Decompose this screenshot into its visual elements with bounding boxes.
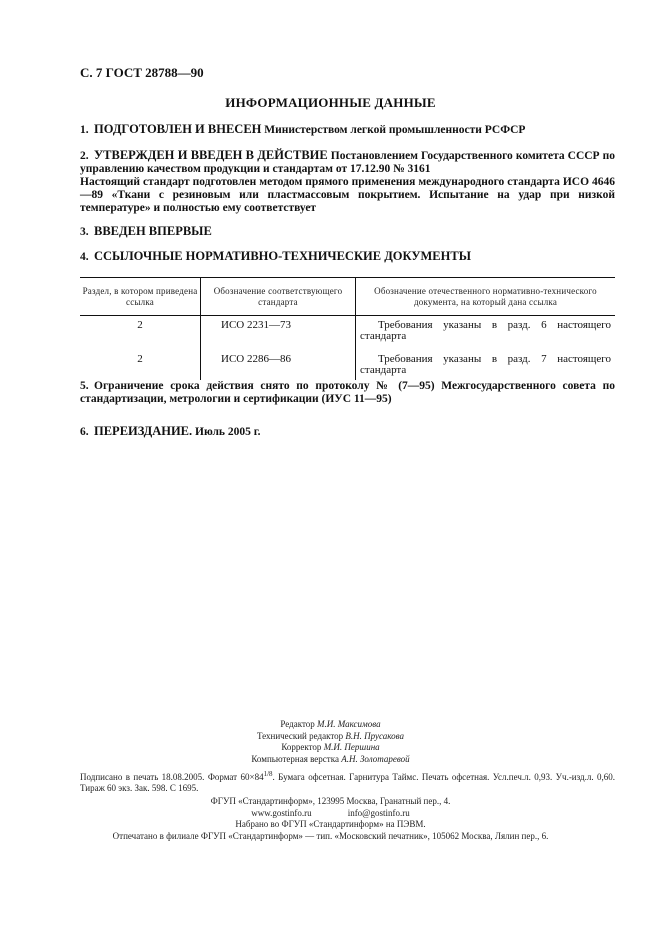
layout-name: А.Н. Золотаревой [341,753,410,764]
item-1 [80,123,615,137]
cell-section: 2 [137,353,143,365]
layout-line: Компьютерная верстка А.Н. Золотаревой [251,753,410,764]
column-header-section: Раздел, в котором приведена ссылка [80,278,201,316]
item-number: 3. [80,226,89,238]
item-text-continued: Настоящий стандарт подготовлен методом прямого применения международного стандарта ИСО 4646—89 «Ткани с резиновым или пластмассовым покрытием. Испытание на удар при низкой температуре» и полностью ему соответствует [80,176,615,214]
item-number: 2. [80,150,89,162]
page-header: С. 7 ГОСТ 28788—90 [80,65,204,80]
item-lead: ССЫЛОЧНЫЕ НОРМАТИВНО-ТЕХНИЧЕСКИЕ ДОКУМЕНТЫ [94,249,471,263]
column-header-standard: Обозначение соответствующего стандарта [201,278,356,316]
editor-line: Редактор М.И. Максимова [280,719,381,729]
publisher-block [0,796,661,842]
item-6 [80,425,615,439]
column-header-document: Обозначение отечественного нормативно-технического документа, на который дана ссылка [356,278,616,316]
editorial-credits [0,719,661,765]
item-lead: ВВЕДЕН ВПЕРВЫЕ [94,224,212,238]
print-details: Подписано в печать 18.08.2005. Формат $60\times 84^{1/8}$. Бумага офсетная. Гарнитура Таймс. Печать офсетная. Усл.печ.л. 0,93. Уч.-изд.л. 0,60. Тираж 60 экз. Зак. 598. С 1695. [80,770,615,793]
item-2 [80,149,615,215]
item-lead: ПОДГОТОВЛЕН И ВНЕСЕН [94,122,262,136]
cell-note: Требования указаны в разд. 6 настоящего стандарта [356,316,616,353]
table-row [80,316,615,353]
item-5 [80,380,615,406]
corrector-line: Корректор М.И. Першина [281,742,380,752]
item-4 [80,250,615,264]
printed-note: Отпечатано в филиале ФГУП «Стандартинформ» — тип. «Московский печатник», 105062 Москва, Лялин пер., 6. [112,830,549,841]
website-link[interactable]: www.gostinfo.ru [251,807,312,818]
table-header-row [80,278,615,316]
references-table [80,277,615,380]
publisher-contacts [0,808,661,820]
item-number: 1. [80,124,89,136]
typeset-note: Набрано во ФГУП «Стандартинформ» на ПЭВМ. [235,819,426,829]
cell-standard: ИСО 2231—73 [201,316,356,353]
cell-note: Требования указаны в разд. 7 настоящего стандарта [356,352,616,380]
email-link[interactable]: info@gostinfo.ru [347,807,410,818]
item-text: Ограничение срока действия снято по протоколу № (7—95) Межгосударственного совета по стандартизации, метрологии и сертификации (ИУС 11—95) [80,380,615,405]
tech-editor-line: Технический редактор В.Н. Прусакова [256,730,405,741]
table-row [80,352,615,380]
corrector-name: М.И. Першина [323,742,380,752]
publisher-address: ФГУП «Стандартинформ», 123995 Москва, Гранатный пер., 4. [210,796,451,806]
editor-name: М.И. Максимова [317,719,381,729]
item-lead: УТВЕРЖДЕН И ВВЕДЕН В ДЕЙСТВИЕ [94,148,328,162]
item-number: 4. [80,251,89,263]
item-number: 6. [80,426,89,438]
item-number: 5. [80,380,89,392]
item-3 [80,225,615,239]
item-text: Июль 2005 г. [192,426,261,438]
format-fraction: 1/8 [263,770,273,778]
page-title: ИНФОРМАЦИОННЫЕ ДАННЫЕ [225,95,436,110]
item-text: Постановлением Государственного комитета СССР по управлению качеством продукции и стандартам от 17.12.90 № 3161 [80,150,616,175]
item-text: Министерством легкой промышленности РСФСР [261,124,526,136]
item-lead: ПЕРЕИЗДАНИЕ. [94,424,193,438]
cell-section: 2 [137,319,143,331]
cell-standard: ИСО 2286—86 [201,352,356,380]
tech-editor-name: В.Н. Прусакова [345,730,405,741]
